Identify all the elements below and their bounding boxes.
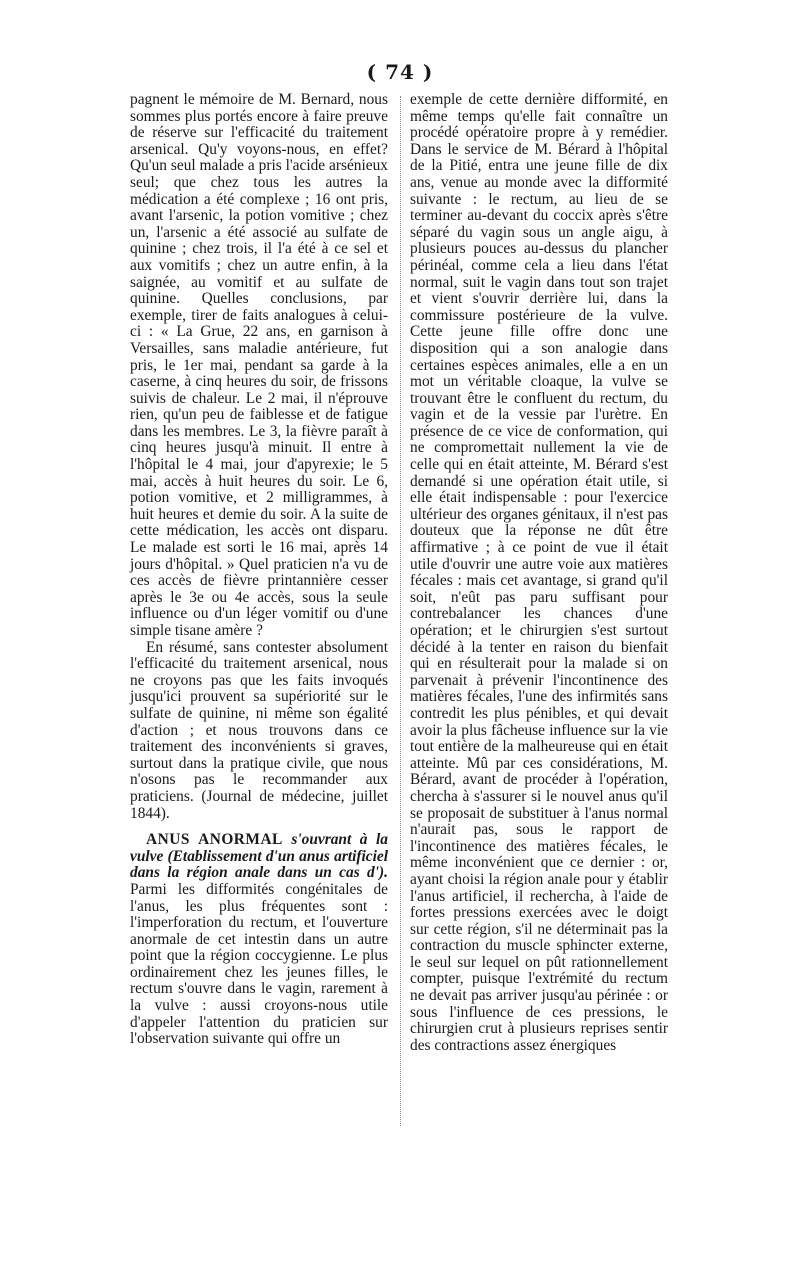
column-divider [400,96,401,1126]
right-column [410,92,668,1054]
article-subheading: s'ouvrant à la vulve (Etablissement d'un anus artificiel dans la région anale dans un cas d'). [130,831,388,882]
left-column [130,92,388,1048]
page-number: ( 74 ) [366,60,434,84]
article-heading: ANUS ANORMAL [146,831,283,849]
article-paragraph [130,832,388,1048]
right-paragraph-1: exemple de cette dernière difformité, en même temps qu'elle fait connaître un procédé opératoire propre à y remédier. Dans le service de M. Bérard à l'hôpital de la Pitié, entra une jeune fille de dix ans, venue au monde avec la difformité suivante : le rectum, au lieu de se terminer au-devant du coccix après s'être séparé du vagin sous un angle aigu, à plusieurs pouces au-dessus du plancher périnéal, comme cela a lieu dans l'état normal, suit le vagin dans tout son trajet et vient s'ouvrir derrière lui, dans la commissure postérieure de la vulve. Cette jeune fille offre donc une disposition qui a son analogie dans certaines espèces animales, elle a en un mot un véritable cloaque, la vulve se trouvant être le confluent du rectum, du vagin et de la vessie par l'urètre. En présence de ce vice de conformation, qui ne compromettait nullement la vie de celle qui en était atteinte, M. Bérard s'est demandé si une opération était utile, si elle était indispensable : pour l'exercice ultérieur des organes génitaux, il n'est pas douteux que la réponse ne dût être affirmative ; à ce point de vue il était utile d'ouvrir une autre voie aux matières fécales : mais cet avantage, si grand qu'il soit, n'eût pas paru suffisant pour contrebalancer les chances d'une opération; et le chirurgien s'est surtout décidé à la tenter en raison du bienfait qui en résulterait pour la malade si on parvenait à prévenir l'incontinence des matières fécales, l'une des infirmités sans contredit les plus pénibles, et qui devait avoir la plus fâcheuse influence sur la vie tout entière de la malheureuse qui en était atteinte. Mû par ces considérations, M. Bérard, avant de procéder à l'opération, chercha à s'assurer si le nouvel anus qu'il se proposait de substituer à l'anus normal n'aurait pas, sous le rapport de l'incontinence des matières fécales, le même inconvénient que ce dernier : or, ayant choisi la région anale pour y établir l'anus artificiel, il rechercha, à l'aide de fortes pressions exercées avec le doigt sur cette région, s'il ne déterminait pas la contraction du muscle sphincter externe, le seul sur lequel on pût rationnellement compter, puisque l'extrémité du rectum ne devait pas arriver jusqu'au périnée : or sous l'influence de ces pressions, le chirurgien crut à plusieurs reprises sentir des contractions assez énergiques [410,91,668,1054]
left-paragraph-2: En résumé, sans contester absolument l'efficacité du traitement arsenical, nous ne croyons pas que les faits invoqués jusqu'ici prouvent sa supériorité sur le sulfate de quinine, ni même son égalité d'action ; et nous trouvons dans ce traitement des inconvénients si graves, surtout dans la pratique civile, que nous n'osons pas le recommander aux praticiens. (Journal de médecine, juillet 1844). [130,638,388,822]
article-text: Parmi les difformités congénitales de l'anus, les plus fréquentes sont : l'imperforation du rectum, et l'ouverture anormale de cet intestin dans un autre point que la région coccygienne. Le plus ordinairement chez les jeunes filles, le rectum s'ouvre dans le vagin, rarement à la vulve : aussi croyons-nous utile d'appeler l'attention du praticien sur l'observation suivante qui offre un [130,880,388,1048]
left-paragraph-1: pagnent le mémoire de M. Bernard, nous sommes plus portés encore à faire preuve de réserve sur l'efficacité du traitement arsenical. Qu'y voyons-nous, en effet? Qu'un seul malade a pris l'acide arsénieux seul; que chez tous les autres la médication a été complexe ; 16 ont pris, avant l'arsenic, la potion vomitive ; chez un, l'arsenic a été associé au sulfate de quinine ; chez trois, il l'a été à ce sel et aux vomitifs ; chez un autre enfin, à la saignée, au vomitif et au sulfate de quinine. Quelles conclusions, par exemple, tirer de faits analogues à celui-ci : « La Grue, 22 ans, en garnison à Versailles, sans maladie antérieure, fut pris, le 1er mai, pendant sa garde à la caserne, à cinq heures du soir, de frissons suivis de chaleur. Le 2 mai, il n'éprouve rien, qu'un peu de faiblesse et de fatigue dans les membres. Le 3, la fièvre paraît à cinq heures jusqu'à minuit. Il entre à l'hôpital le 4 mai, jour d'apyrexie; le 5 mai, accès à huit heures du soir. Le 6, potion vomitive, et 2 milligrammes, à huit heures et demie du soir. A la suite de cette médication, les accès ont disparu. Le malade est sorti le 16 mai, après 14 jours d'hôpital. » Quel praticien n'a vu de ces accès de fièvre printannière cesser après le 3e ou 4e accès, sous la seule influence ou d'un léger vomitif ou d'une simple tisane amère ? [130,91,388,639]
